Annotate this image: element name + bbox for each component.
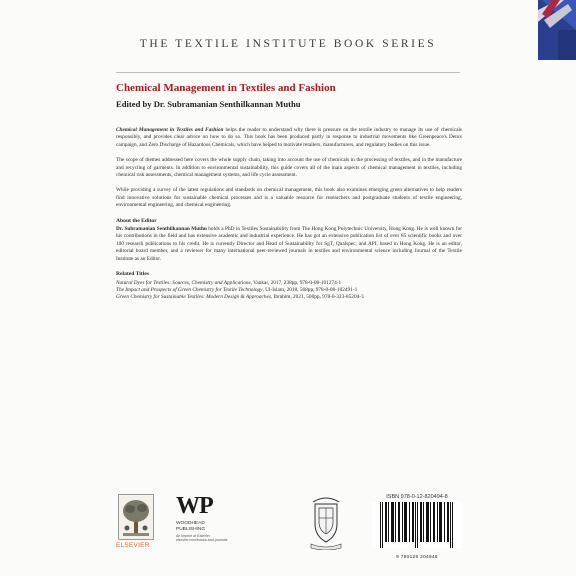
publisher-logos: [116, 494, 462, 564]
wp-imprint-note: [176, 534, 246, 542]
related-titles-list: [116, 280, 462, 302]
description-paragraph-3: While providing a survey of the latest regulations and standards on chemical management, this book also examines emerging green alternatives to help readers find innovative solutions for sustainable chemical processes and is a valuable resource for researchers and postgraduate students of textile engineering, environmental engineering, and chemical engineering.: [116, 187, 462, 209]
related-title-details: , Ibrahim, 2021, 500pp, 978-0-323-85204-3: [270, 294, 364, 301]
wp-sub-line2: elsevier.com/books-and-journals: [176, 538, 228, 543]
elsevier-tree-icon: [118, 494, 154, 540]
description-paragraph-1: [116, 127, 462, 149]
related-title-item: [116, 280, 462, 287]
related-title-name: Green Chemistry for Sustainable Textiles: Modern Design & Approaches: [116, 294, 271, 301]
description-p1-text: helps the reader to understand why there is pressure on the textile industry to manage its use of chemicals responsibly, and provides clear advice on how to do so. This book has been produced partly in response to industrial movements like Greenpeace's Detox campaign, and Zero Discharge of Hazardous Chemicals, which have helped to motivate retailers, manufacturers, and regulatory bodies on this issue.: [116, 127, 462, 148]
description-lead: Chemical Management in Textiles and Fashion: [116, 127, 224, 133]
editor-bio: holds a PhD in Textiles Sustainability from The Hong Kong Polytechnic University, Hong Kong. He is well known for his contributions in the field and has extensive academic and industrial experience. He has got an extensive publication list of over 85 scientific books and over 100 research publications to his credit. He is currently Director and Head of Sustainability for SgT, Qualspec, and API, based in Hong Kong. He is an editor, editorial board member, and a reviewer for many international peer-reviewed journals in textiles and environmental science including Journal of the Textile Institute as an Editor.: [116, 226, 462, 262]
divider-rule: [116, 72, 460, 73]
related-title-item: [116, 294, 462, 301]
book-description: [116, 127, 462, 302]
series-title: THE TEXTILE INSTITUTE BOOK SERIES: [139, 38, 437, 50]
elsevier-logo: [116, 494, 156, 556]
textile-institute-crest-icon: [309, 494, 343, 550]
wp-name-line2: PUBLISHING: [176, 526, 206, 532]
related-title-name: Natural Dyes for Textiles: Sources, Chemistry and Applications: [116, 279, 251, 286]
wp-monogram: WP: [176, 493, 213, 519]
barcode-block: [372, 494, 462, 560]
related-title-details: , Vankar, 2017, 238pp, 978-0-08-101274-1: [250, 279, 342, 286]
wp-sub-line1: An imprint of Elsevier: [176, 534, 210, 539]
description-paragraph-2: The scope of themes addressed here covers the whole supply chain, taking into account the use of chemicals in the processing of textiles, and in the manufacture and recycling of garments. In addition to environmental sustainability, this guide covers all of the main aspects of chemical management in textiles, including chemical risk assessments, chemical management systems, and life cycle assessment.: [116, 157, 462, 179]
wp-name: [176, 521, 246, 532]
editor-name: Dr. Subramanian Senthilkannan Muthu: [116, 226, 207, 233]
related-title-details: , Ul-Islam, 2018, 568pp, 978-0-08-102491-1: [262, 286, 358, 293]
elsevier-wordmark: ELSEVIER: [116, 542, 150, 549]
woodhead-publishing-logo: [176, 494, 246, 560]
edited-by: Edited by Dr. Subramanian Senthilkannan Muthu: [116, 99, 301, 109]
barcode-digits: 9 780128 204948: [396, 554, 438, 559]
book-title: Chemical Management in Textiles and Fashion: [116, 82, 336, 94]
isbn-label: ISBN 978-0-12-820494-8: [386, 494, 448, 500]
wp-name-line1: WOODHEAD: [176, 521, 205, 526]
related-titles-heading: Related Titles: [116, 271, 149, 278]
about-editor-text: [116, 226, 462, 263]
cover-corner-artwork: [538, 0, 576, 60]
about-editor-heading: About the Editor: [116, 217, 157, 224]
related-title-name: The Impact and Prospects of Green Chemistry for Textile Technology: [116, 286, 263, 293]
barcode-icon: [372, 502, 462, 553]
